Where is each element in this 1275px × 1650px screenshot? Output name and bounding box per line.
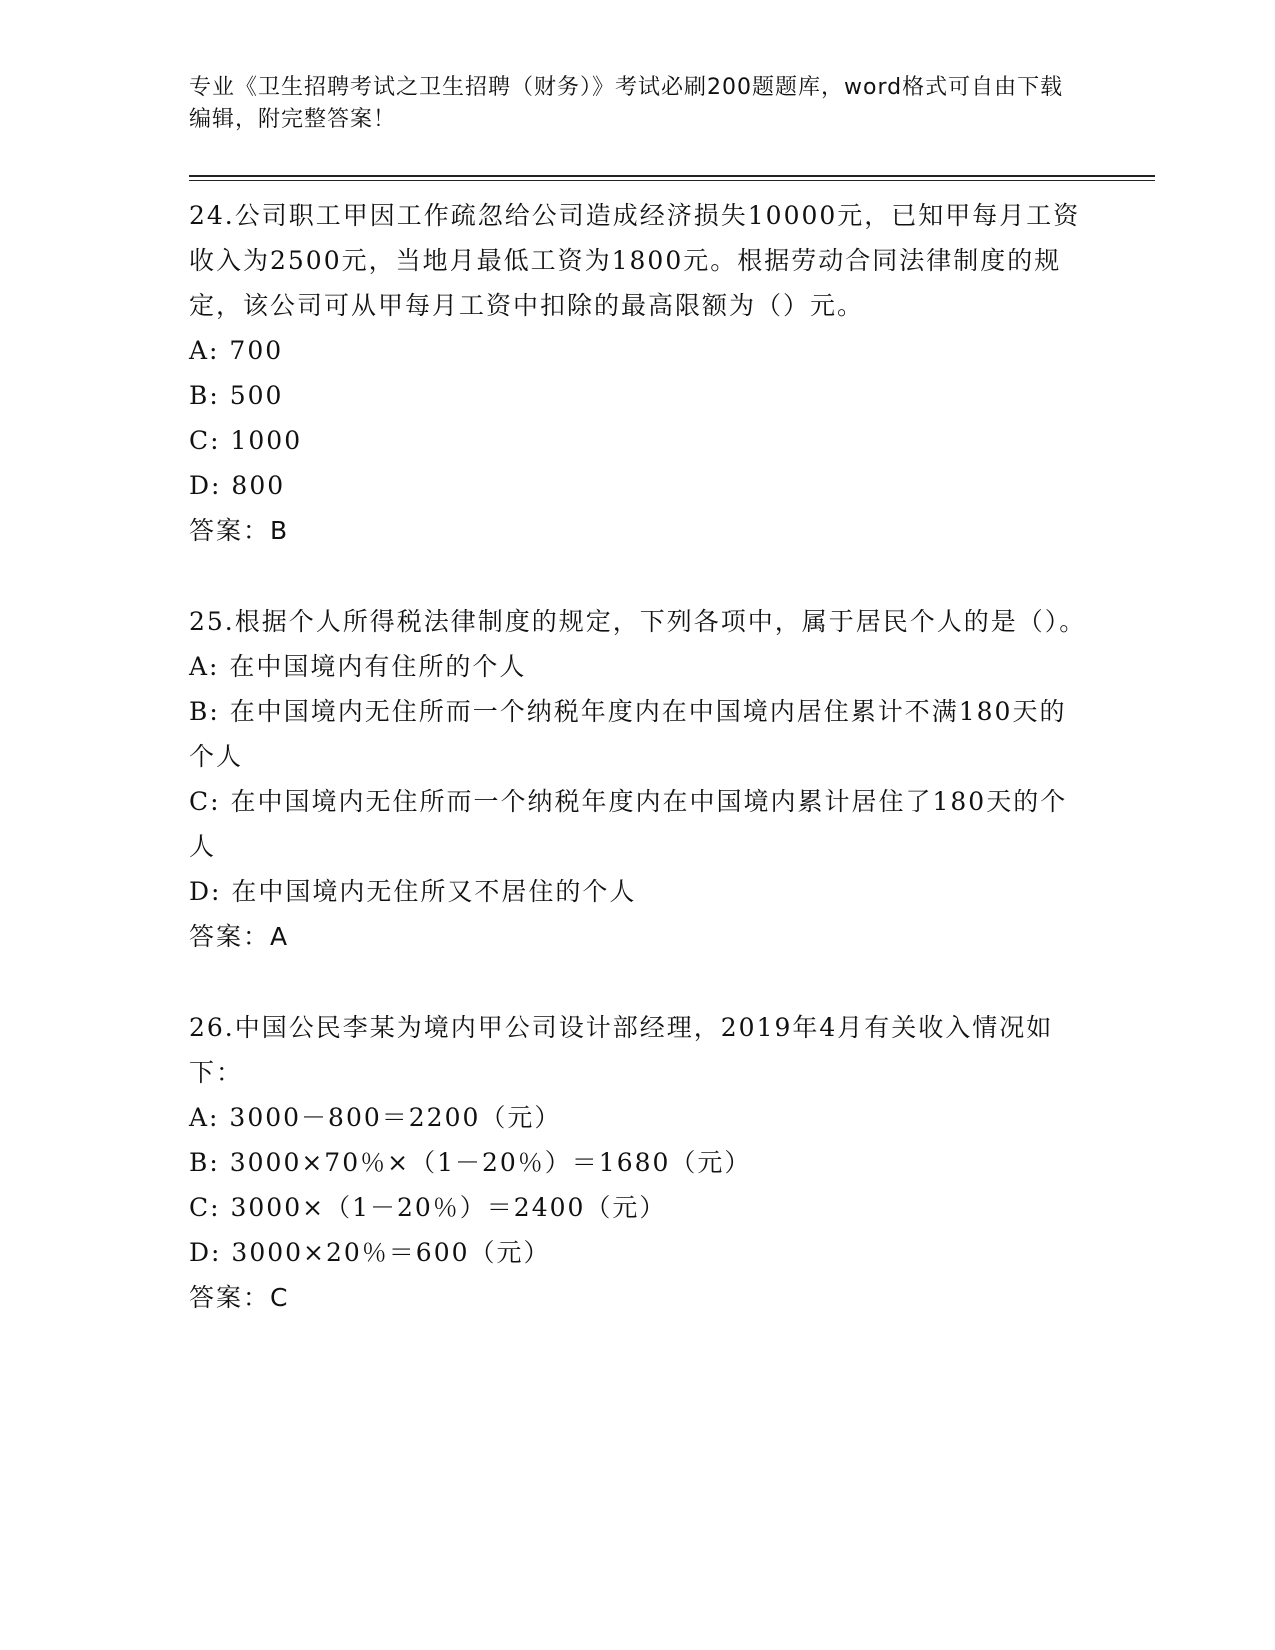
answer-line: 答案：C [189, 1283, 290, 1312]
question-stem: 26.中国公民李某为境内甲公司设计部经理，2019年4月有关收入情况如下： [189, 1013, 1054, 1087]
question-list [189, 193, 1089, 1320]
option-c: C: 在中国境内无住所而一个纳税年度内在中国境内累计居住了180天的个人 [189, 787, 1068, 861]
document-header: 专业《卫生招聘考试之卫生招聘（财务）》考试必刷200题题库，word格式可自由下载编辑，附完整答案！ [189, 75, 1064, 132]
question-stem: 24.公司职工甲因工作疏忽给公司造成经济损失10000元，已知甲每月工资收入为2500元，当地月最低工资为1800元。根据劳动合同法律制度的规定，该公司可从甲每月工资中扣除的最高限额为（）元。 [189, 201, 1081, 320]
header-divider-thin [189, 180, 1155, 181]
option-d: D: 3000×20％＝600（元） [189, 1238, 551, 1267]
option-c: C: 3000×（1－20％）＝2400（元） [189, 1193, 667, 1222]
option-c: C: 1000 [189, 426, 303, 455]
option-b: B: 3000×70％×（1－20％）＝1680（元） [189, 1148, 752, 1177]
option-a: A: 在中国境内有住所的个人 [189, 652, 527, 681]
question-26 [189, 1005, 1089, 1320]
option-b: B: 500 [189, 381, 284, 410]
option-d: D: 800 [189, 471, 286, 500]
option-a: A: 3000－800＝2200（元） [189, 1103, 562, 1132]
question-spacer [189, 553, 1089, 599]
question-24 [189, 193, 1089, 553]
option-a: A: 700 [189, 336, 284, 365]
answer-line: 答案：A [189, 922, 290, 951]
question-stem: 25.根据个人所得税法律制度的规定，下列各项中，属于居民个人的是（）。 [189, 607, 1087, 636]
question-spacer [189, 959, 1089, 1005]
header-divider-thick [189, 175, 1155, 177]
answer-line: 答案：B [189, 516, 290, 545]
option-b: B: 在中国境内无住所而一个纳税年度内在中国境内居住累计不满180天的个人 [189, 697, 1067, 771]
option-d: D: 在中国境内无住所又不居住的个人 [189, 877, 637, 906]
question-25 [189, 599, 1089, 959]
